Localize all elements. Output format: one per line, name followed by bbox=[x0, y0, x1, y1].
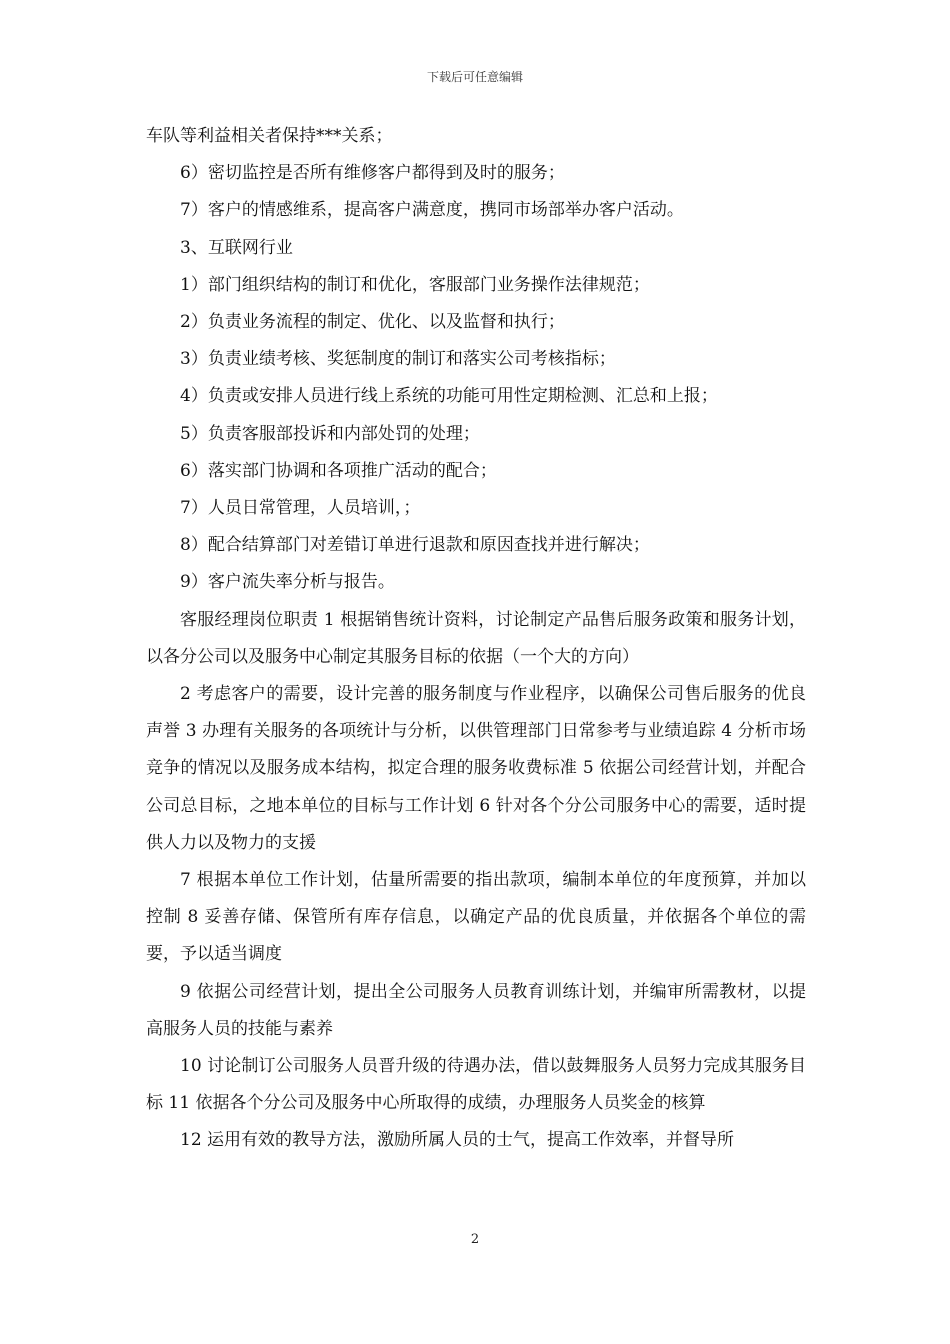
paragraph: 6）落实部门协调和各项推广活动的配合； bbox=[180, 460, 497, 481]
paragraph: 9）客户流失率分析与报告。 bbox=[180, 572, 395, 593]
paragraph: 12 运用有效的教导方法，激励所属人员的士气，提高工作效率，并督导所 bbox=[180, 1130, 735, 1151]
paragraph: 6）密切监控是否所有维修客户都得到及时的服务； bbox=[180, 163, 565, 184]
paragraph: 3）负责业绩考核、奖惩制度的制订和落实公司考核指标； bbox=[180, 349, 616, 370]
document-body bbox=[146, 118, 806, 1160]
page-header: 下载后可任意编辑 bbox=[426, 70, 523, 84]
paragraph: 9 依据公司经营计划，提出全公司服务人员教育训练计划，并编审所需教材，以提高服务人员的技能与素养 bbox=[146, 981, 806, 1039]
paragraph: 8）配合结算部门对差错订单进行退款和原因查找并进行解决； bbox=[180, 535, 650, 556]
paragraph: 7 根据本单位工作计划，估量所需要的指出款项，编制本单位的年度预算，并加以控制 8 妥善存储、保管所有库存信息，以确定产品的优良质量，并依据各个单位的需要，予以适当调度 bbox=[146, 870, 806, 965]
section-heading: 3、互联网行业 bbox=[180, 237, 293, 258]
paragraph: 7）人员日常管理，人员培训，； bbox=[180, 498, 421, 519]
paragraph: 2）负责业务流程的制定、优化、以及监督和执行； bbox=[180, 312, 565, 333]
paragraph: 2 考虑客户的需要，设计完善的服务制度与作业程序，以确保公司售后服务的优良声誉 3 办理有关服务的各项统计与分析，以供管理部门日常参考与业绩追踪 4 分析市场竞争的情况以及服务成本结构，拟定合理的服务收费标准 5 依据公司经营计划，并配合公司总目标，之地本单位的目标与工作计划 6 针对各个分公司服务中心的需要，适时提供人力以及物力的支援 bbox=[146, 684, 806, 853]
paragraph: 客服经理岗位职责 1 根据销售统计资料，讨论制定产品售后服务政策和服务计划，以各分公司以及服务中心制定其服务目标的依据（一个大的方向） bbox=[146, 609, 806, 667]
paragraph: 10 讨论制订公司服务人员晋升级的待遇办法，借以鼓舞服务人员努力完成其服务目标 11 依据各个分公司及服务中心所取得的成绩，办理服务人员奖金的核算 bbox=[146, 1056, 806, 1114]
paragraph: 5）负责客服部投诉和内部处罚的处理； bbox=[180, 423, 480, 444]
paragraph: 4）负责或安排人员进行线上系统的功能可用性定期检测、汇总和上报； bbox=[180, 386, 718, 407]
paragraph: 车队等利益相关者保持***关系； bbox=[146, 126, 393, 146]
page-number: 2 bbox=[470, 1232, 480, 1247]
paragraph: 7）客户的情感维系，提高客户满意度，携同市场部举办客户活动。 bbox=[180, 200, 684, 221]
paragraph: 1）部门组织结构的制订和优化，客服部门业务操作法律规范； bbox=[180, 274, 650, 295]
